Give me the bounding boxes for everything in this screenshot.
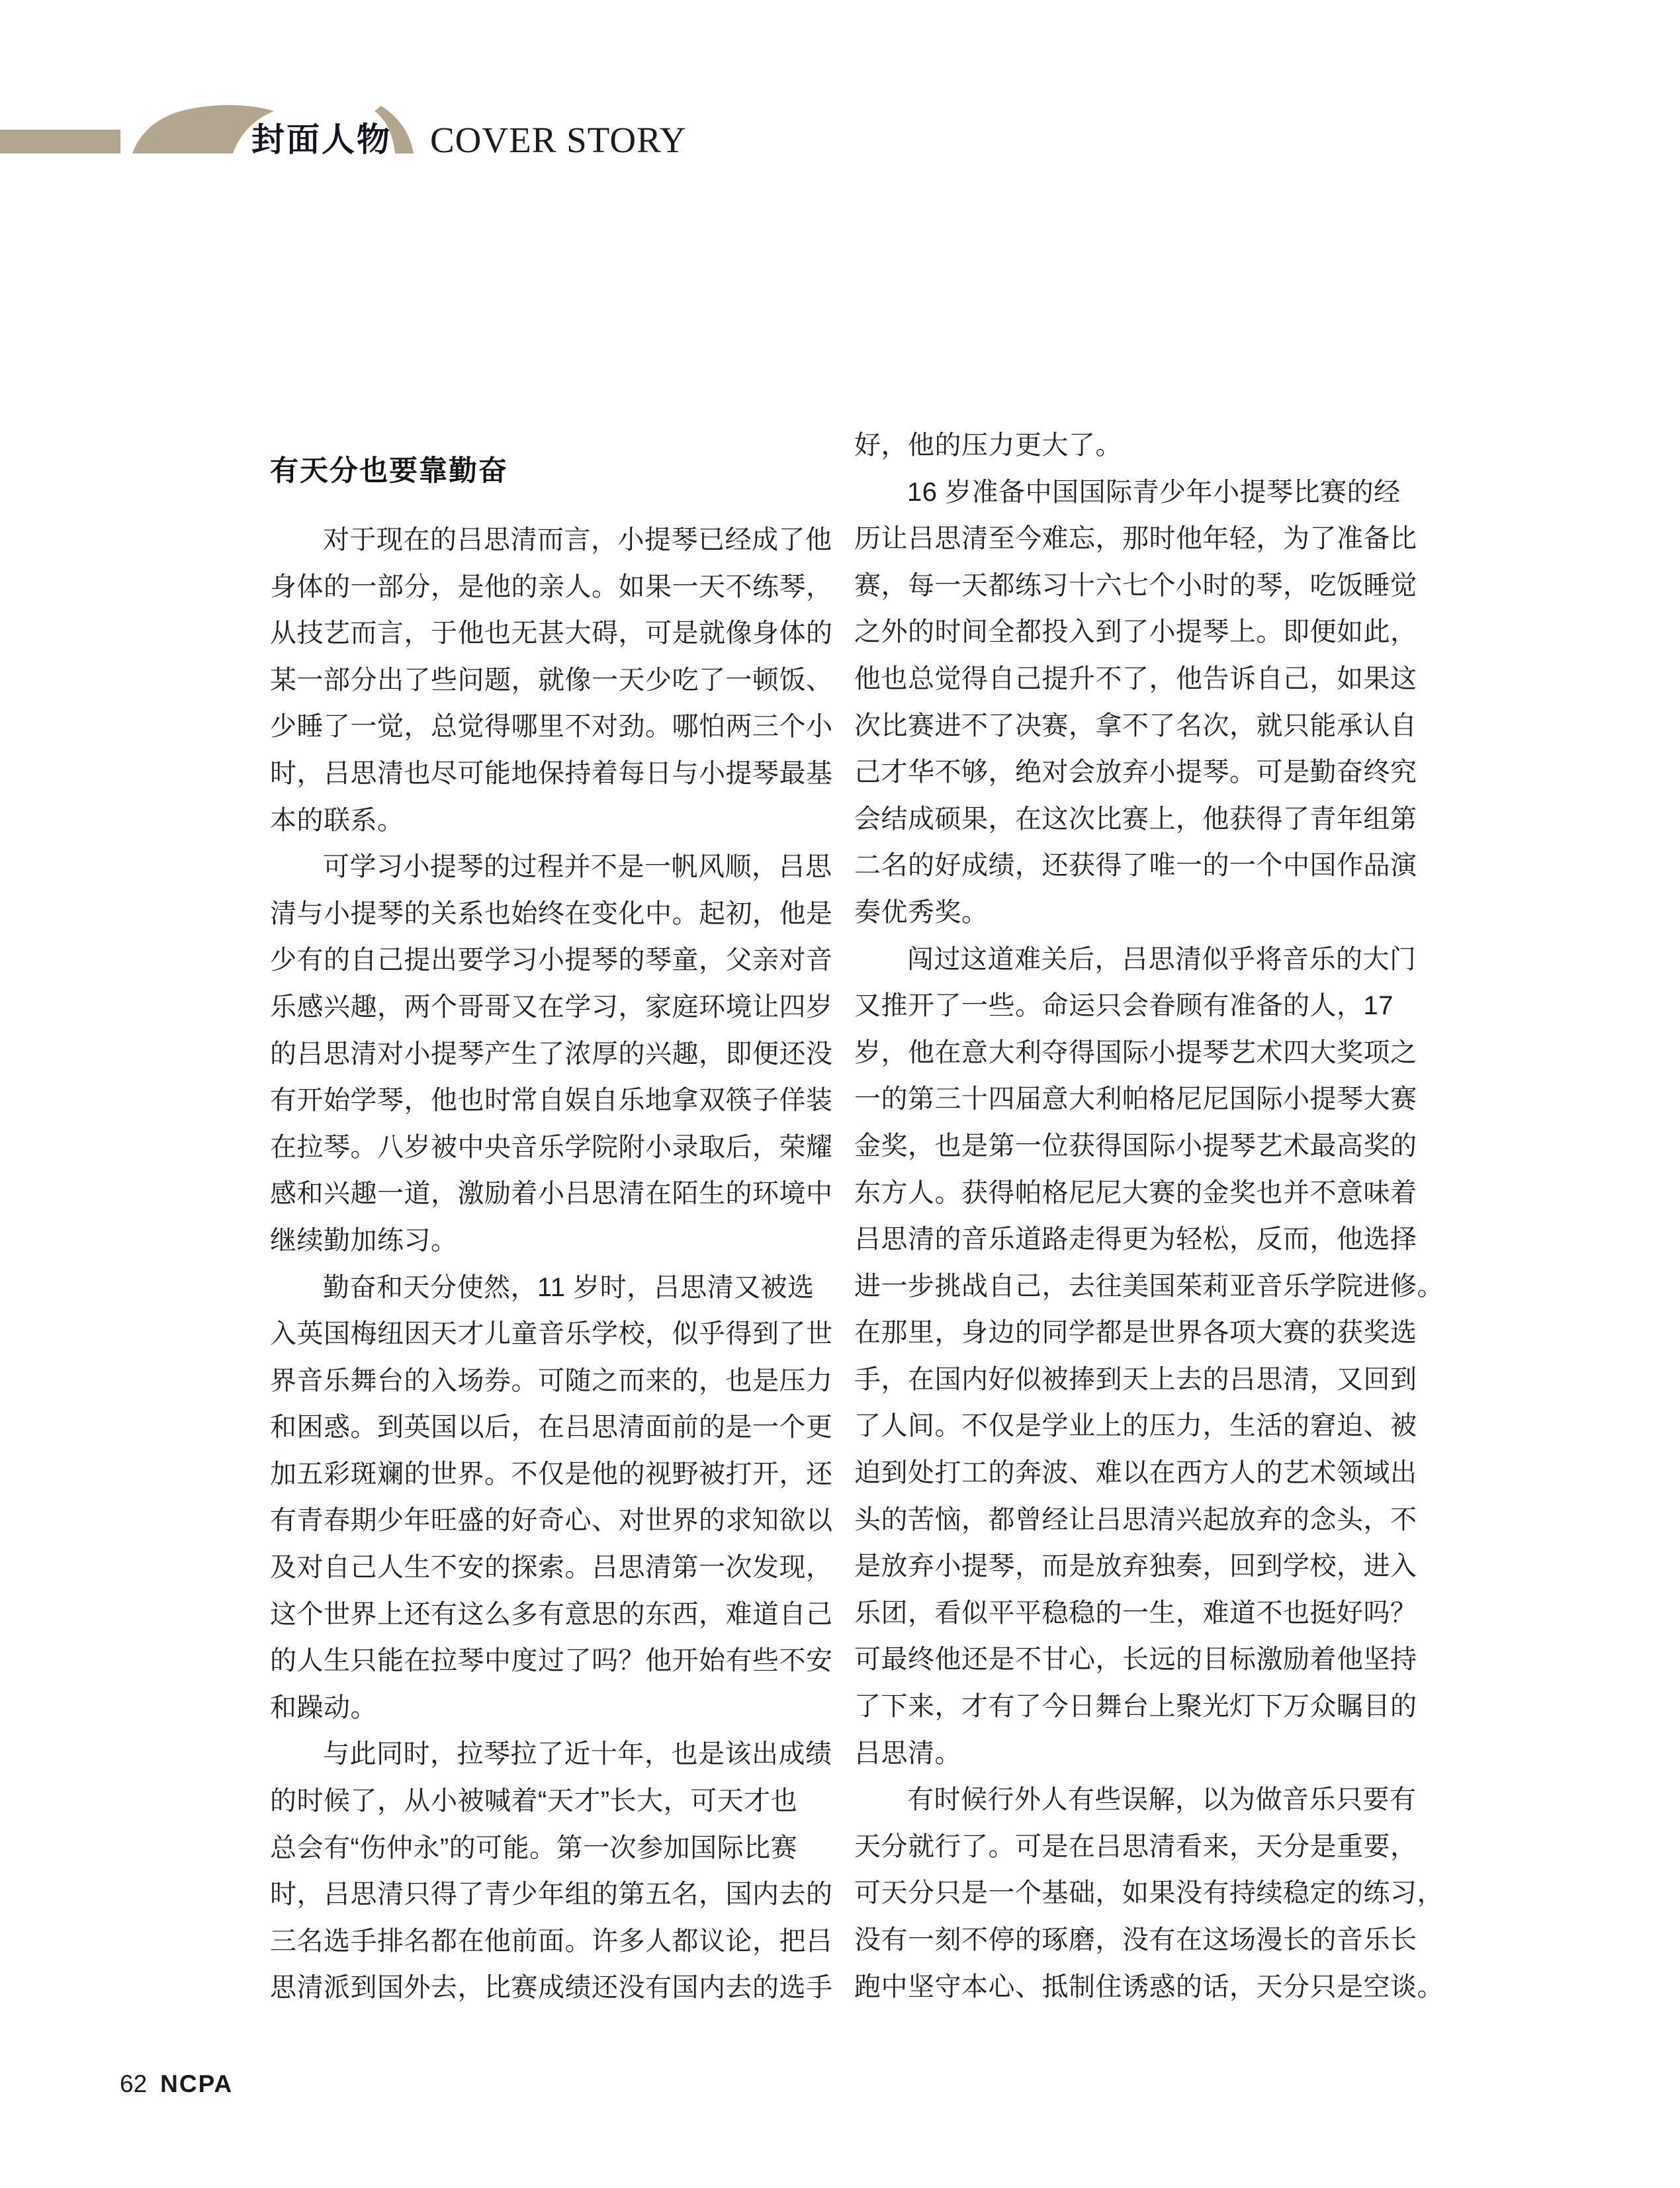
body-text-line: 己才华不够，绝对会放弃小提琴。可是勤奋终究 (854, 758, 1417, 787)
body-text-line: 加五彩斑斓的世界。不仅是他的视野被打开，还 (270, 1459, 833, 1489)
body-text-line: 从技艺而言，于他也无甚大碍，可是就像身体的 (270, 619, 833, 648)
body-text-line: 某一部分出了些问题，就像一天少吃了一顿饭、 (270, 665, 833, 695)
body-text-line: 吕思清。 (854, 1738, 961, 1768)
body-text-line: 时，吕思清只得了青少年组的第五名，国内去的 (270, 1880, 833, 1909)
body-text-line: 跑中坚守本心、抵制住诱惑的话，天分只是空谈。 (854, 1972, 1444, 2001)
body-text-line: 与此同时，拉琴拉了近十年，也是该出成绩 (323, 1739, 832, 1769)
body-text-line: 的人生只能在拉琴中度过了吗？他开始有些不安 (270, 1646, 833, 1676)
body-text-line: 乐感兴趣，两个哥哥又在学习，家庭环境让四岁 (270, 992, 833, 1022)
body-text-line: 奏优秀奖。 (854, 897, 989, 927)
body-text-line: 16 岁准备中国国际青少年小提琴比赛的经 (907, 477, 1401, 507)
body-text-line: 继续勤加练习。 (270, 1225, 458, 1255)
body-text-line: 清与小提琴的关系也始终在变化中。起初，他是 (270, 898, 833, 928)
body-text-line: 及对自己人生不安的探索。吕思清第一次发现， (270, 1553, 833, 1583)
body-text-line: 他也总觉得自己提升不了，他告诉自己，如果这 (854, 664, 1417, 693)
body-text-line: 又推开了一些。命运只会眷顾有准备的人，17 (854, 991, 1393, 1021)
body-text-line: 金奖，也是第一位获得国际小提琴艺术最高奖的 (854, 1131, 1417, 1160)
body-text-line: 和困惑。到英国以后，在吕思清面前的是一个更 (270, 1413, 833, 1442)
section-title-english: COVER STORY (430, 120, 687, 160)
body-text-line: 天分就行了。可是在吕思清看来，天分是重要， (854, 1831, 1417, 1861)
page-number: 62 (120, 2070, 148, 2097)
body-text-line: 的时候了，从小被喊着“天才”长大，可天才也 (270, 1786, 798, 1816)
body-text-line: 少有的自己提出要学习小提琴的琴童，父亲对音 (270, 945, 833, 975)
body-text-line: 闯过这道难关后，吕思清似乎将音乐的大门 (907, 944, 1417, 974)
body-text-line: 在那里，身边的同学都是世界各项大赛的获奖选 (854, 1318, 1417, 1348)
body-text-line: 乐团，看似平平稳稳的一生，难道不也挺好吗？ (854, 1598, 1417, 1628)
body-text-line: 入英国梅纽因天才儿童音乐学校，似乎得到了世 (270, 1319, 833, 1349)
body-text-line: 东方人。获得帕格尼尼大赛的金奖也并不意味着 (854, 1178, 1417, 1207)
body-text-line: 思清派到国外去，比赛成绩还没有国内去的选手 (270, 1973, 833, 2003)
body-text-line: 历让吕思清至今难忘，那时他年轻，为了准备比 (854, 524, 1417, 554)
section-title-chinese: 封面人物 (251, 121, 392, 158)
body-text-line: 迫到处打工的奔波、难以在西方人的艺术领域出 (854, 1458, 1417, 1488)
body-text-line: 头的苦恼，都曾经让吕思清兴起放弃的念头，不 (854, 1505, 1417, 1534)
body-text-line: 时，吕思清也尽可能地保持着每日与小提琴最基 (270, 758, 833, 788)
body-text-line: 可最终他还是不甘心，长远的目标激励着他坚持 (854, 1645, 1417, 1675)
body-text-line: 有开始学琴，他也时常自娱自乐地拿双筷子佯装 (270, 1086, 833, 1116)
magazine-name: NCPA (160, 2070, 234, 2097)
body-text-line: 次比赛进不了决赛，拿不了名次，就只能承认自 (854, 711, 1417, 740)
body-text-line: 感和兴趣一道，激励着小吕思清在陌生的环境中 (270, 1179, 833, 1209)
body-text-line: 本的联系。 (270, 805, 404, 835)
body-text-line: 二名的好成绩，还获得了唯一的一个中国作品演 (854, 851, 1417, 881)
body-text-line: 吕思清的音乐道路走得更为轻松，反而，他选择 (854, 1225, 1417, 1254)
page-footer (120, 2070, 233, 2099)
body-text-line: 的吕思清对小提琴产生了浓厚的兴趣，即便还没 (270, 1039, 833, 1069)
body-text-line: 了下来，才有了今日舞台上聚光灯下万众瞩目的 (854, 1692, 1417, 1722)
body-text-line: 会结成硕果，在这次比赛上，他获得了青年组第 (854, 804, 1417, 834)
body-text-line: 三名选手排名都在他前面。许多人都议论，把吕 (270, 1926, 833, 1956)
body-text-line: 在拉琴。八岁被中央音乐学院附小录取后，荣耀 (270, 1132, 833, 1162)
body-text-line: 身体的一部分，是他的亲人。如果一天不练琴， (270, 572, 833, 601)
body-text-line: 界音乐舞台的入场券。可随之而来的，也是压力 (270, 1366, 833, 1395)
body-text-line: 是放弃小提琴，而是放弃独奏，回到学校，进入 (854, 1552, 1417, 1581)
body-text-line: 对于现在的吕思清而言，小提琴已经成了他 (323, 525, 832, 554)
body-text-line: 有时候行外人有些误解，以为做音乐只要有 (907, 1785, 1417, 1815)
article-column-left (270, 517, 833, 2011)
body-text-line: 勤奋和天分使然，11 岁时，吕思清又被选 (323, 1272, 815, 1302)
body-text-line: 好，他的压力更大了。 (854, 431, 1122, 460)
body-text-line: 少睡了一觉，总觉得哪里不对劲。哪怕两三个小 (270, 712, 833, 742)
article-heading: 有天分也要靠勤奋 (270, 455, 508, 487)
body-text-line: 之外的时间全都投入到了小提琴上。即便如此， (854, 617, 1417, 647)
body-text-line: 有青春期少年旺盛的好奇心、对世界的求知欲以 (270, 1506, 833, 1536)
article-column-right (854, 422, 1444, 2010)
body-text-line: 进一步挑战自己，去往美国茱莉亚音乐学院进修。 (854, 1271, 1444, 1301)
body-text-line: 赛，每一天都练习十六七个小时的琴，吃饭睡觉 (854, 570, 1417, 600)
body-text-line: 了人间。不仅是学业上的压力，生活的窘迫、被 (854, 1411, 1417, 1441)
body-text-line: 岁，他在意大利夺得国际小提琴艺术四大奖项之 (854, 1037, 1417, 1067)
body-text-line: 手，在国内好似被捧到天上去的吕思清，又回到 (854, 1364, 1417, 1394)
body-text-line: 总会有“伤仲永”的可能。第一次参加国际比赛 (270, 1833, 798, 1862)
body-text-line: 一的第三十四届意大利帕格尼尼国际小提琴大赛 (854, 1084, 1417, 1114)
body-text-line: 没有一刻不停的琢磨，没有在这场漫长的音乐长 (854, 1925, 1417, 1954)
body-text-line: 可学习小提琴的过程并不是一帆风顺，吕思 (323, 852, 832, 882)
body-text-line: 和躁动。 (270, 1692, 377, 1722)
body-text-line: 可天分只是一个基础，如果没有持续稳定的练习， (854, 1878, 1444, 1908)
body-text-line: 这个世界上还有这么多有意思的东西，难道自己 (270, 1599, 833, 1629)
